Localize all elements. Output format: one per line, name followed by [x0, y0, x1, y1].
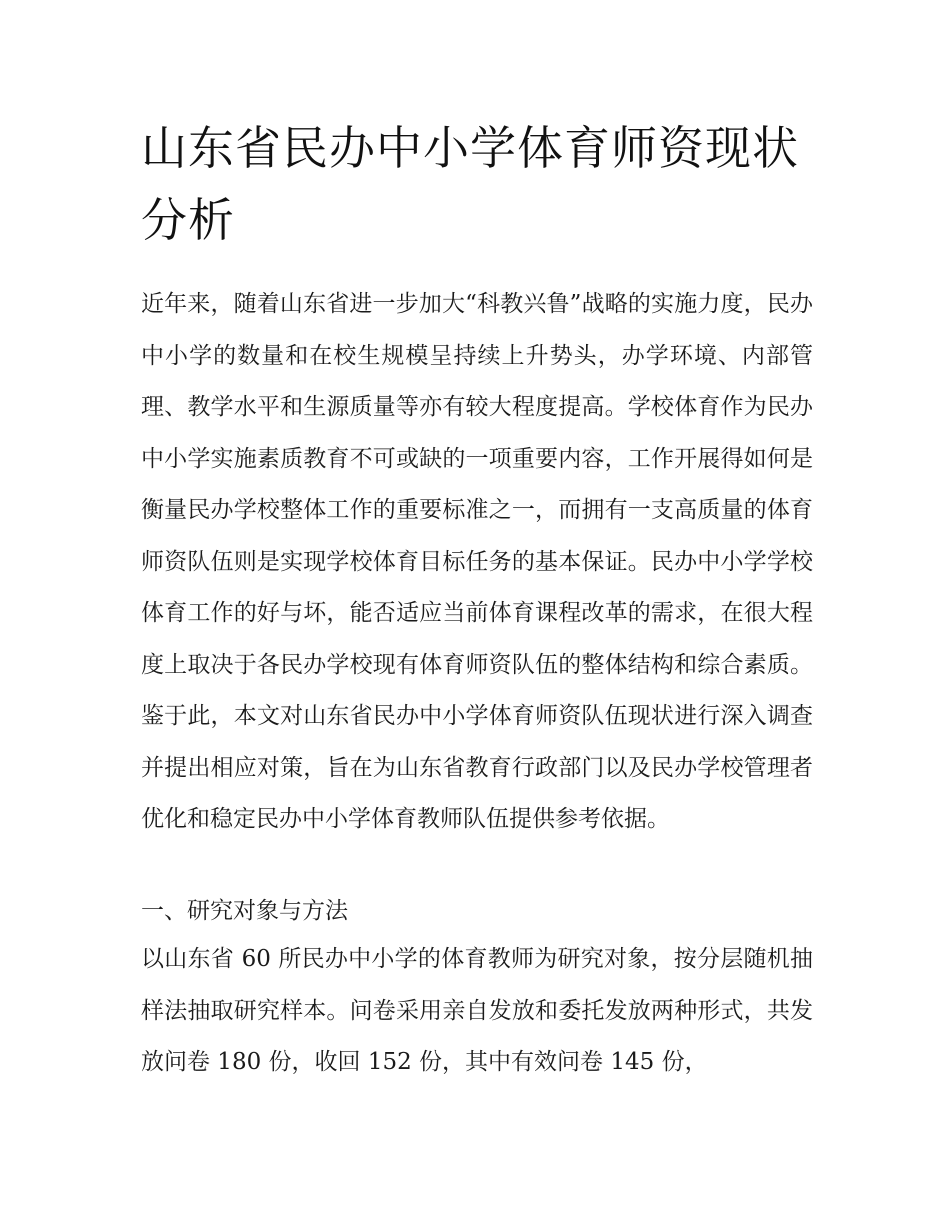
document-title: 山东省民办中小学体育师资现状分析 — [141, 121, 799, 247]
section-heading: 一、研究对象与方法 — [141, 898, 348, 924]
method-paragraph: 以山东省 60 所民办中小学的体育教师为研究对象，按分层随机抽样法抽取研究样本。问卷采用亲自发放和委托发放两种形式，共发放问卷 180 份，收回 152 份，其中有效问卷 145 份， — [141, 946, 813, 1075]
intro-paragraph: 近年来，随着山东省进一步加大“科教兴鲁”战略的实施力度，民办中小学的数量和在校生规模呈持续上升势头，办学环境、内部管理、教学水平和生源质量等亦有较大程度提高。学校体育作为民办中小学实施素质教育不可或缺的一项重要内容，工作开展得如何是衡量民办学校整体工作的重要标准之一，而拥有一支高质量的体育师资队伍则是实现学校体育目标任务的基本保证。民办中小学学校体育工作的好与坏，能否适应当前体育课程改革的需求，在很大程度上取决于各民办学校现有体育师资队伍的整体结构和综合素质。鉴于此，本文对山东省民办中小学体育师资队伍现状进行深入调查并提出相应对策，旨在为山东省教育行政部门以及民办学校管理者优化和稳定民办中小学体育教师队伍提供参考依据。 — [141, 291, 813, 832]
